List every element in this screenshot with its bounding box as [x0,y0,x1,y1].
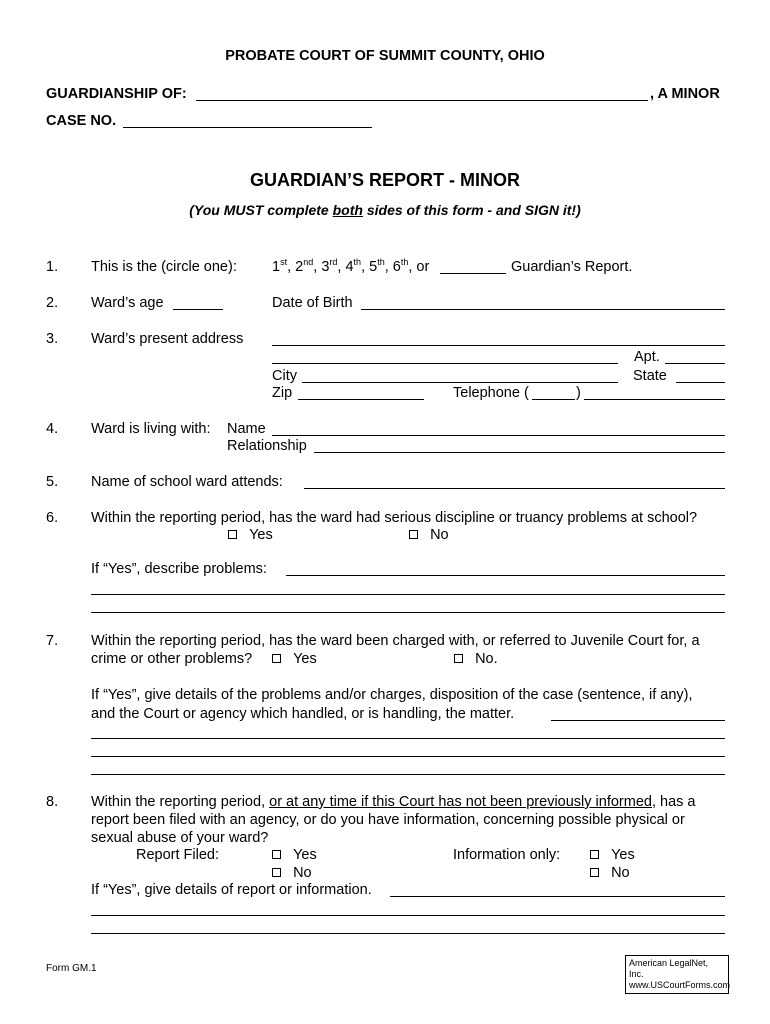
guardianship-label: GUARDIANSHIP OF: [46,86,187,102]
item6-if-yes-label: If “Yes”, describe problems: [91,561,267,577]
address-line2-field[interactable] [272,349,618,364]
checkbox-icon[interactable] [272,850,281,859]
school-label: Name of school ward attends: [91,474,283,490]
item7-details-line2[interactable] [91,724,725,739]
item7-details-line4[interactable] [91,760,725,775]
publisher-url: www.USCourtForms.com [629,980,731,990]
item7-question-line1: Within the reporting period, has the ward been charged with, or referred to Juvenile Court for, a [91,633,700,649]
item7-yes-option[interactable]: Yes [272,651,317,668]
telephone-label: Telephone ( [453,385,529,401]
item8-question-line1: Within the reporting period, or at any time if this Court has not been previously informed, has a [91,794,696,810]
city-field[interactable] [302,368,618,383]
zip-label: Zip [272,385,293,401]
item8-details-line2[interactable] [91,901,725,916]
case-number-field[interactable] [123,113,372,128]
report-number-field[interactable] [440,259,506,274]
item7-details-prompt1: If “Yes”, give details of the problems and/or charges, disposition of the case (sentence, if any), [91,687,693,703]
info-only-label: Information only: [453,847,561,863]
item6-details-line3[interactable] [91,598,725,613]
telephone-field[interactable] [584,385,725,400]
dob-field[interactable] [361,295,725,310]
item8-question-line2: report been filed with an agency, or do you have information, concerning possible physical or [91,812,685,828]
info-only-yes-option[interactable]: Yes [590,847,635,864]
item1-label: This is the (circle one): [91,259,237,275]
item-number: 8. [46,794,59,810]
item8-details-line3[interactable] [91,919,725,934]
item8-details-line1[interactable] [390,882,725,897]
item-number: 7. [46,633,59,649]
ward-age-label: Ward’s age [91,295,164,311]
item-number: 1. [46,259,59,275]
minor-suffix: , A MINOR [650,86,720,102]
item7-details-line1[interactable] [551,706,725,721]
item8-if-yes-label: If “Yes”, give details of report or information. [91,882,372,898]
item6-question: Within the reporting period, has the ward had serious discipline or truancy problems at school? [91,510,698,526]
checkbox-icon[interactable] [409,530,418,539]
item-number: 5. [46,474,59,490]
checkbox-icon[interactable] [228,530,237,539]
name-label: Name [227,421,266,437]
city-label: City [272,368,297,384]
state-field[interactable] [676,368,725,383]
area-code-field[interactable] [532,385,575,400]
report-filed-no-option[interactable]: No [272,865,312,882]
court-title: PROBATE COURT OF SUMMIT COUNTY, OHIO [225,48,545,64]
item7-question-line2: crime or other problems? [91,651,253,667]
relationship-field[interactable] [314,438,725,453]
ward-age-field[interactable] [173,295,223,310]
dob-label: Date of Birth [272,295,353,311]
publisher-box [625,955,729,994]
checkbox-icon[interactable] [590,868,599,877]
telephone-paren: ) [576,385,581,401]
case-label: CASE NO. [46,113,117,129]
apt-field[interactable] [665,349,725,364]
item7-details-prompt2: and the Court or agency which handled, or is handling, the matter. [91,706,515,722]
checkbox-icon[interactable] [272,868,281,877]
report-filed-label: Report Filed: [136,847,220,863]
living-with-name-field[interactable] [272,421,725,436]
info-only-no-option[interactable]: No [590,865,630,882]
item6-yes-option[interactable]: Yes [228,527,273,544]
relationship-label: Relationship [227,438,307,454]
item6-details-line2[interactable] [91,580,725,595]
checkbox-icon[interactable] [590,850,599,859]
item-number: 2. [46,295,59,311]
apt-label: Apt. [634,349,660,365]
form-id: Form GM.1 [46,963,97,974]
checkbox-icon[interactable] [454,654,463,663]
form-title: GUARDIAN’S REPORT - MINOR [250,170,520,190]
item-number: 6. [46,510,59,526]
item1-suffix: Guardian’s Report. [511,259,633,275]
address-label: Ward’s present address [91,331,244,347]
form-subtitle: (You MUST complete both sides of this form - and SIGN it!) [189,202,581,218]
item-number: 3. [46,331,59,347]
checkbox-icon[interactable] [272,654,281,663]
report-filed-yes-option[interactable]: Yes [272,847,317,864]
report-number-options[interactable]: 1st, 2nd, 3rd, 4th, 5th, 6th, or [272,257,430,275]
state-label: State [633,368,667,384]
item6-no-option[interactable]: No [409,527,449,544]
item-number: 4. [46,421,59,437]
living-with-label: Ward is living with: [91,421,211,437]
item7-no-option[interactable]: No. [454,651,498,668]
guardianship-name-field[interactable] [196,86,648,101]
item8-question-line3: sexual abuse of your ward? [91,830,269,846]
item6-details-line1[interactable] [286,561,725,576]
address-line1-field[interactable] [272,331,725,346]
publisher-name: American LegalNet, Inc. [629,958,709,979]
item7-details-line3[interactable] [91,742,725,757]
zip-field[interactable] [298,385,424,400]
school-field[interactable] [304,474,725,489]
